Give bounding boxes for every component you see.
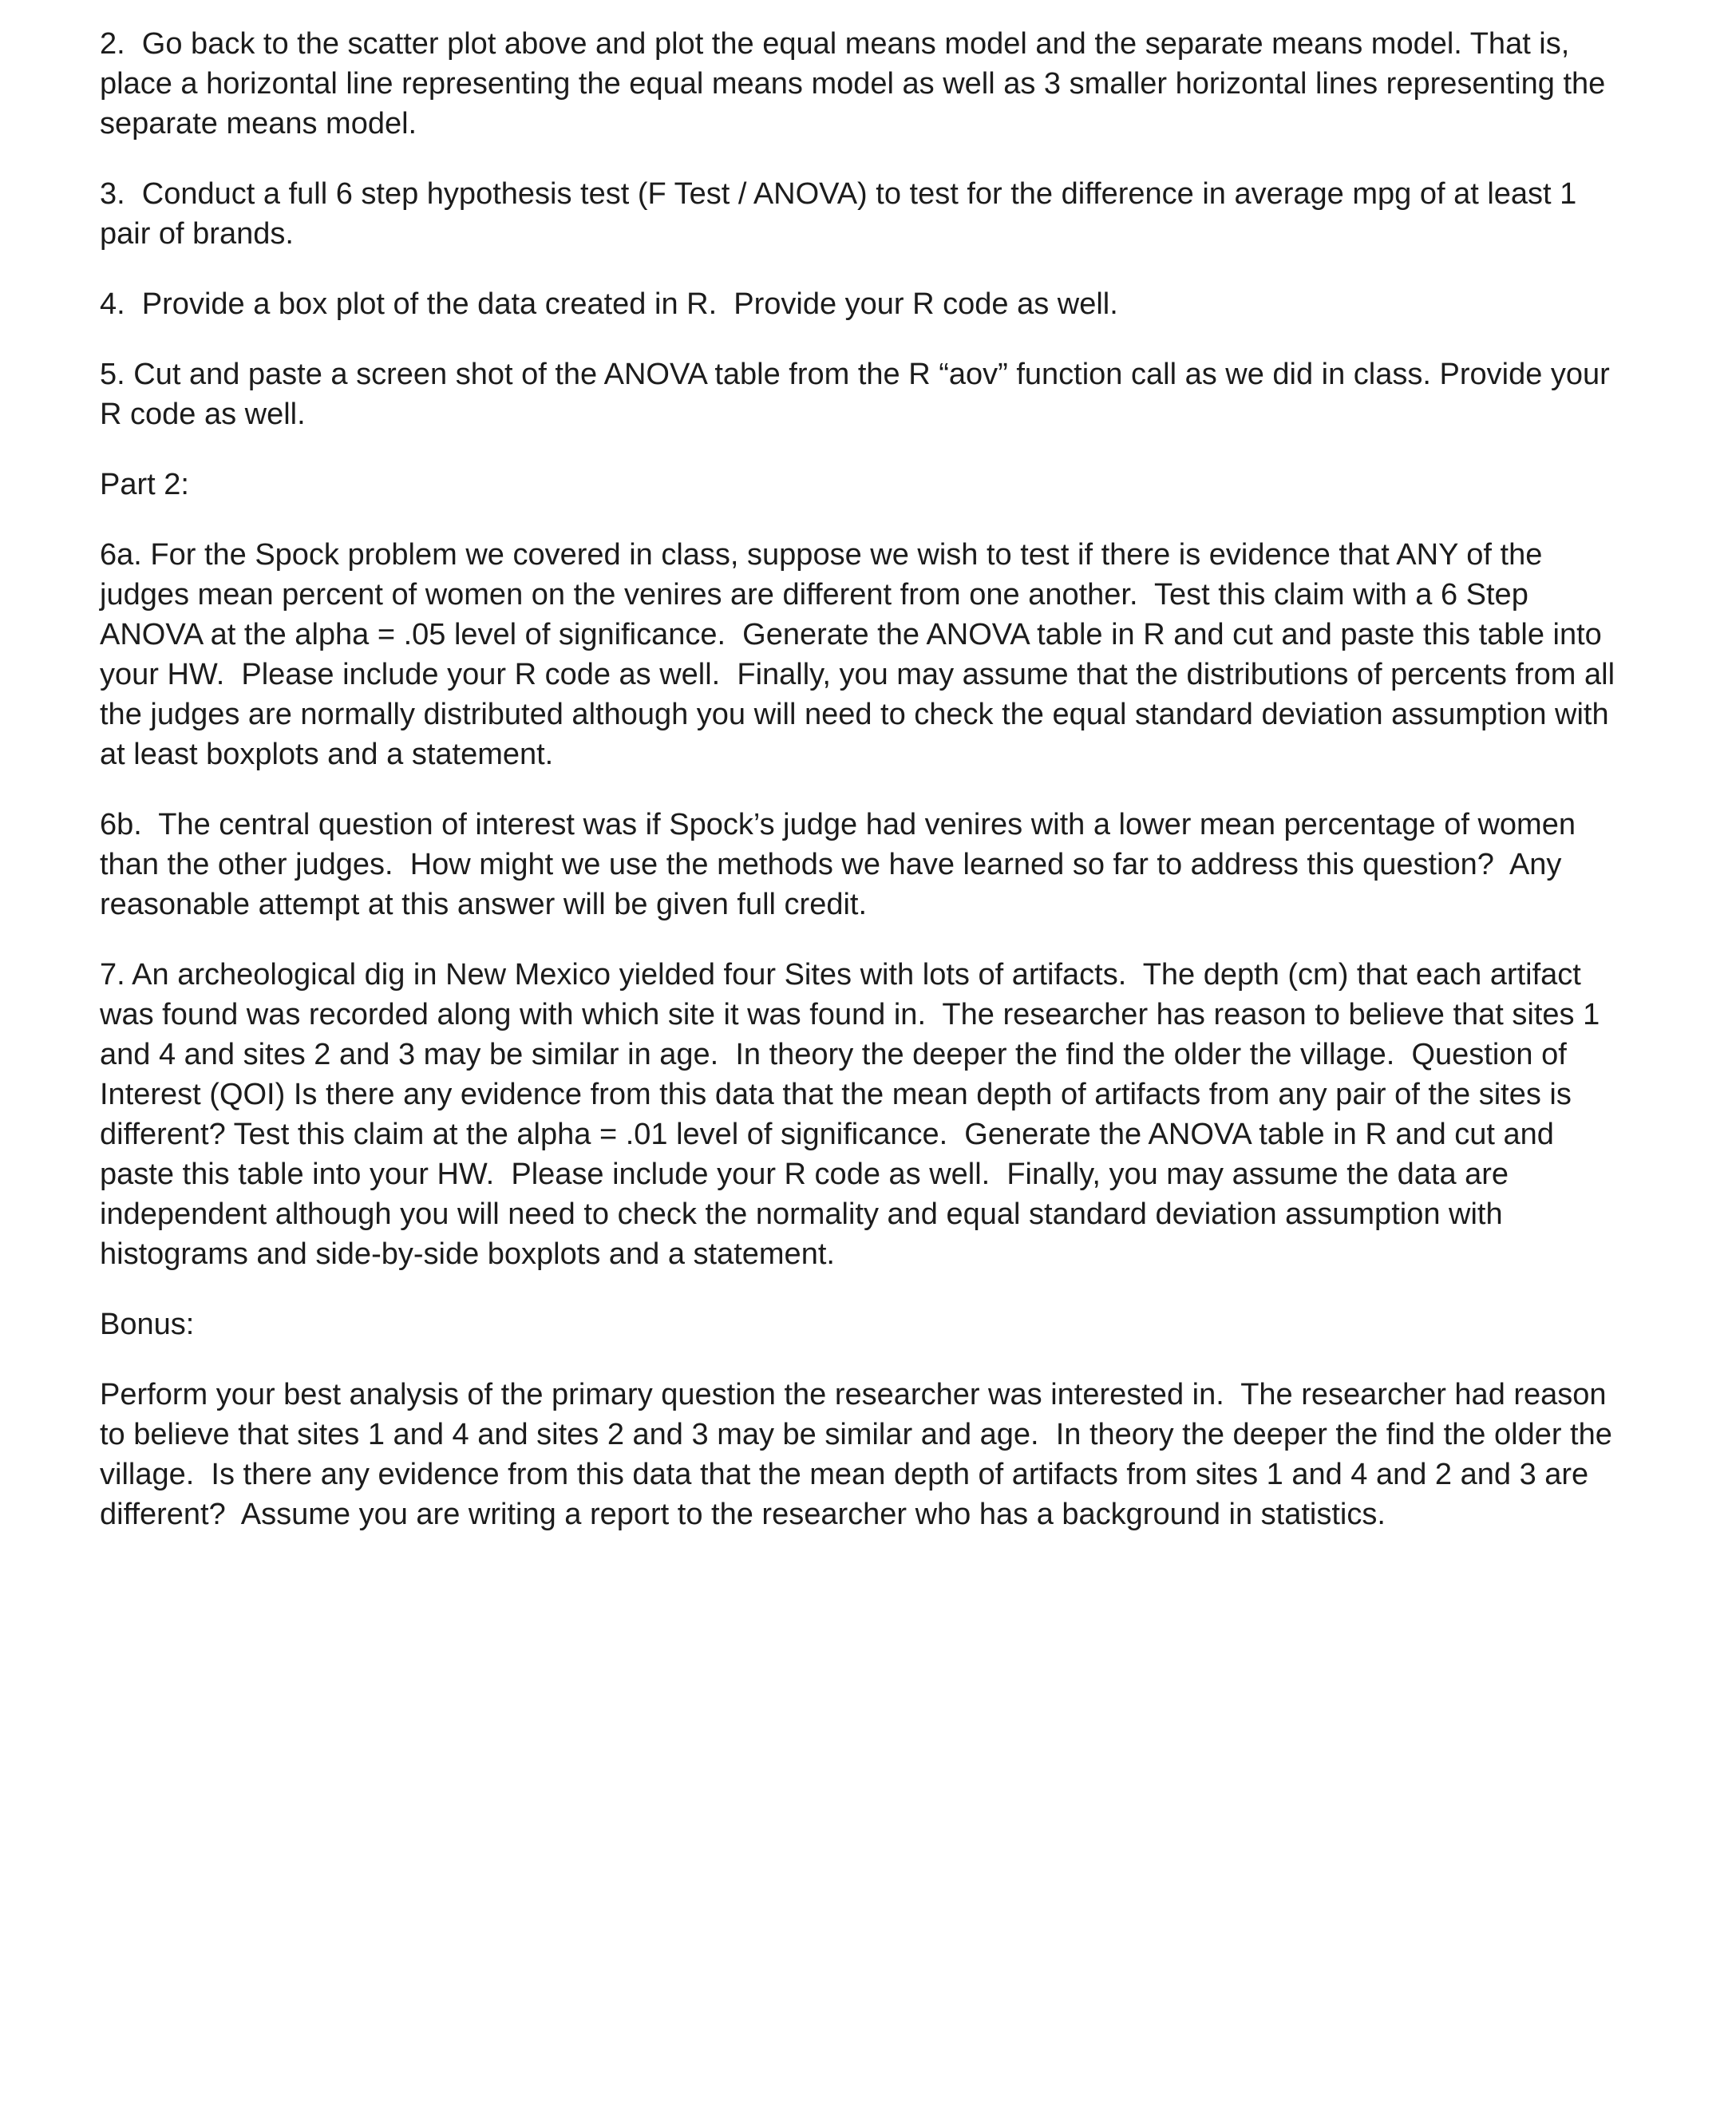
question-3: 3. Conduct a full 6 step hypothesis test (F Test / ANOVA) to test for the difference in average mpg of at least 1 pair of brands. <box>100 177 1585 251</box>
question-4: 4. Provide a box plot of the data created in R. Provide your R code as well. <box>100 287 1118 321</box>
question-6b: 6b. The central question of interest was if Spock’s judge had venires with a lower mean percentage of women than the other judges. How might we use the methods we have learned so far to address this question? Any reasonable attempt at this answer will be given full credit. <box>100 808 1584 921</box>
question-2: 2. Go back to the scatter plot above and plot the equal means model and the separate means model. That is, place a horizontal line representing the equal means model as well as 3 smaller horizontal lines representing the separate means model. <box>100 27 1614 141</box>
part-2-heading: Part 2: <box>100 468 189 501</box>
bonus-paragraph: Perform your best analysis of the primary question the researcher was interested in. The researcher had reason to believe that sites 1 and 4 and sites 2 and 3 may be similar and age. In theory the deeper the find the older the village. Is there any evidence from this data that the mean depth of artifacts from sites 1 and 4 and 2 and 3 are different? Assume you are writing a report to the researcher who has a background in statistics. <box>100 1378 1621 1531</box>
question-7: 7. An archeological dig in New Mexico yielded four Sites with lots of artifacts. The depth (cm) that each artifact was found was recorded along with which site it was found in. The researcher has reason to believe that sites 1 and 4 and sites 2 and 3 may be similar in age. In theory the deeper the find the older the village. Question of Interest (QOI) Is there any evidence from this data that the mean depth of artifacts from any pair of the sites is different? Test this claim at the alpha = .01 level of significance. Generate the ANOVA table in R and cut and paste this table into your HW. Please include your R code as well. Finally, you may assume the data are independent although you will need to check the normality and equal standard deviation assumption with histograms and side-by-side boxplots and a statement. <box>100 958 1608 1271</box>
bonus-heading: Bonus: <box>100 1308 195 1341</box>
question-5: 5. Cut and paste a screen shot of the ANOVA table from the R “aov” function call as we did in class. Provide your R code as well. <box>100 358 1619 431</box>
question-6a: 6a. For the Spock problem we covered in class, suppose we wish to test if there is evidence that ANY of the judges mean percent of women on the venires are different from one another. Test this claim with a 6 Step ANOVA at the alpha = .05 level of significance. Generate the ANOVA table in R and cut and paste this table into your HW. Please include your R code as well. Finally, you may assume that the distributions of percents from all the judges are normally distributed although you will need to check the equal standard deviation assumption with at least boxplots and a statement. <box>100 538 1623 771</box>
